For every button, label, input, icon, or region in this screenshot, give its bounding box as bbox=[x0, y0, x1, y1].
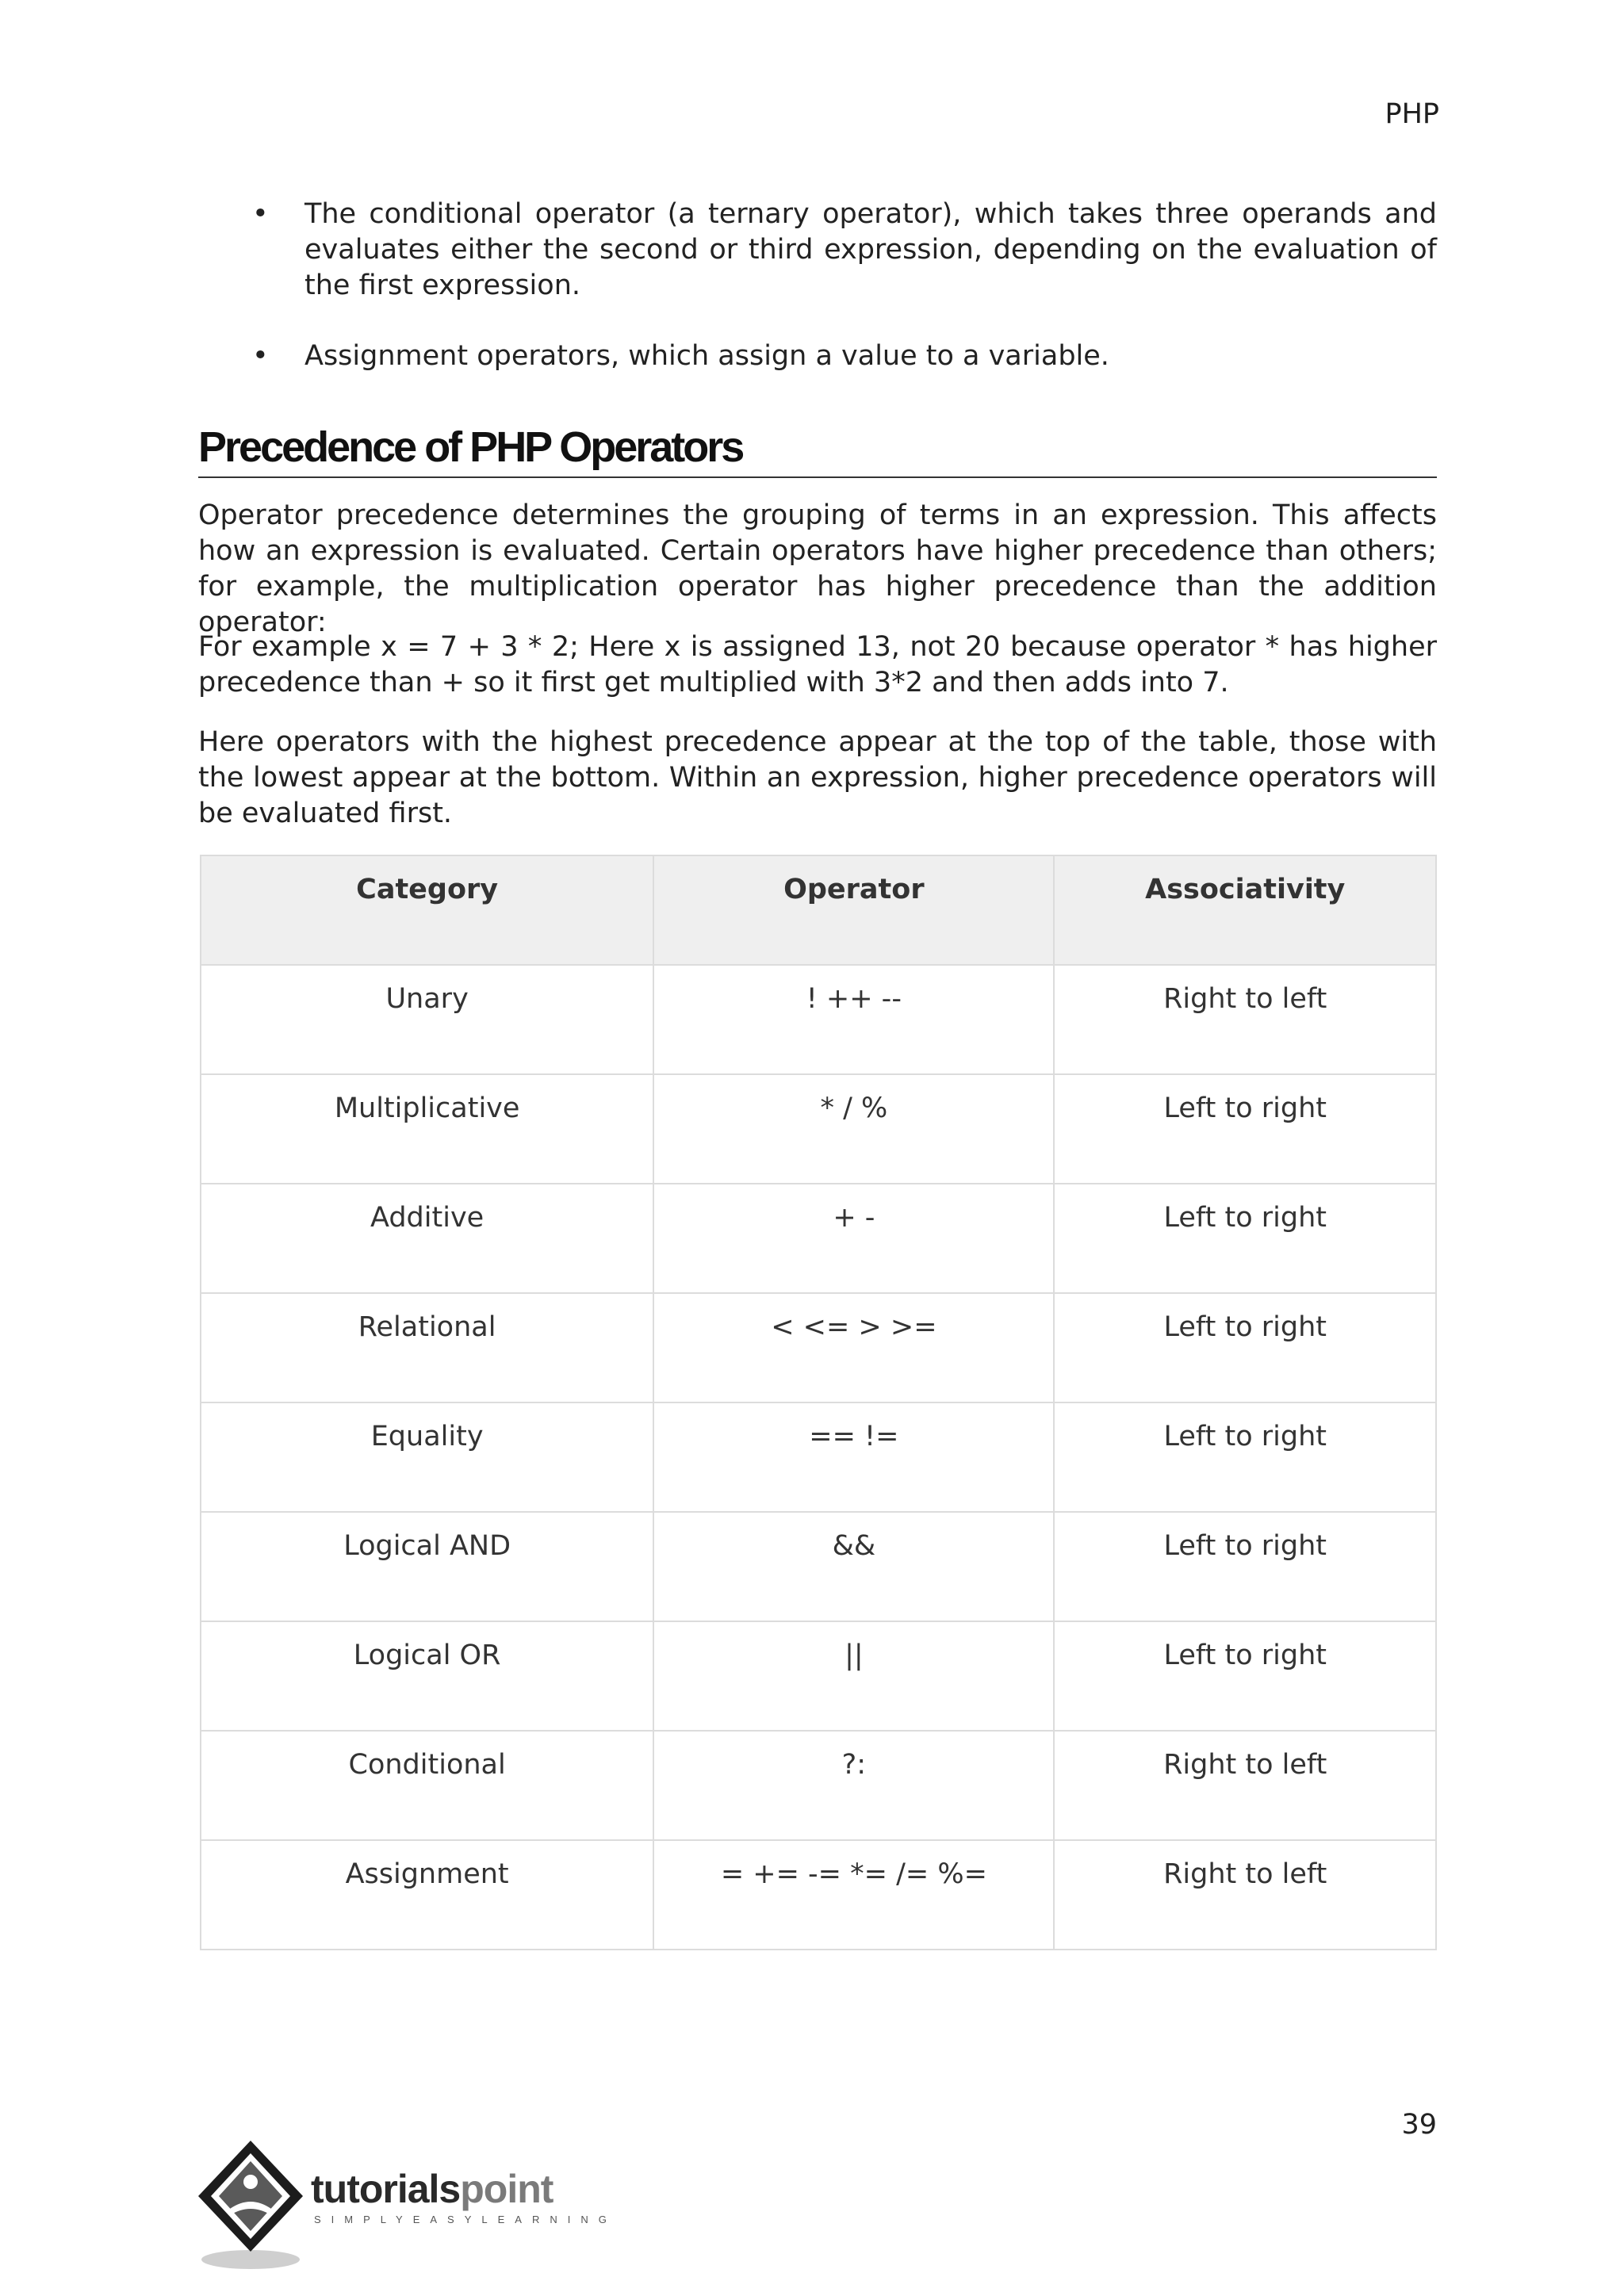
cell-operator: && bbox=[653, 1512, 1054, 1621]
cell-operator: ?: bbox=[653, 1731, 1054, 1840]
table-header-row bbox=[201, 855, 1436, 965]
table-row bbox=[201, 1074, 1436, 1184]
cell-operator: * / % bbox=[653, 1074, 1054, 1184]
cell-associativity: Left to right bbox=[1054, 1184, 1436, 1293]
table-row bbox=[201, 965, 1436, 1074]
paragraph-table-intro: Here operators with the highest precedence appear at the top of the table, those with the lowest appear at the bottom. Within an expression, higher precedence operators will be evaluated first. bbox=[198, 726, 1437, 829]
cell-category: Logical OR bbox=[201, 1621, 653, 1731]
cell-category: Conditional bbox=[201, 1731, 653, 1840]
cell-category: Logical AND bbox=[201, 1512, 653, 1621]
cell-operator: == != bbox=[653, 1402, 1054, 1512]
cell-category: Equality bbox=[201, 1402, 653, 1512]
cell-category: Multiplicative bbox=[201, 1074, 653, 1184]
bullet-list bbox=[252, 197, 1437, 409]
bullet-text: The conditional operator (a ternary operator), which takes three operands and evaluates either the second or third expression, depending on the evaluation of the first expression. bbox=[304, 198, 1437, 301]
logo-word-accent: point bbox=[460, 2167, 553, 2211]
bullet-text: Assignment operators, which assign a value to a variable. bbox=[304, 340, 1109, 372]
cell-operator: + - bbox=[653, 1184, 1054, 1293]
logo-word-main: tutorials bbox=[311, 2167, 461, 2211]
table-row bbox=[201, 1621, 1436, 1731]
header-operator: Operator bbox=[653, 855, 1054, 965]
cell-operator: = += -= *= /= %= bbox=[653, 1840, 1054, 1950]
table-row bbox=[201, 1184, 1436, 1293]
cell-associativity: Left to right bbox=[1054, 1512, 1436, 1621]
table-row bbox=[201, 1402, 1436, 1512]
cell-associativity: Left to right bbox=[1054, 1074, 1436, 1184]
cell-category: Assignment bbox=[201, 1840, 653, 1950]
running-header: PHP bbox=[1385, 98, 1439, 130]
section-title: Precedence of PHP Operators bbox=[198, 423, 1437, 478]
paragraph-precedence-intro: Operator precedence determines the grouping of terms in an expression. This affects how an expression is evaluated. Certain operators have higher precedence than others; for example, the multiplication operator has higher precedence than the addition operator: bbox=[198, 499, 1437, 638]
precedence-table bbox=[200, 855, 1437, 1950]
logo-tagline: SIMPLYEASYLEARNING bbox=[314, 2214, 617, 2225]
cell-category: Relational bbox=[201, 1293, 653, 1402]
bullet-dot: • bbox=[252, 198, 269, 230]
logo-diamond-icon bbox=[193, 2133, 312, 2275]
cell-associativity: Left to right bbox=[1054, 1402, 1436, 1512]
cell-category: Unary bbox=[201, 965, 653, 1074]
tutorialspoint-logo bbox=[193, 2133, 617, 2275]
table-row bbox=[201, 1731, 1436, 1840]
bullet-dot: • bbox=[252, 340, 269, 372]
bullet-item bbox=[252, 339, 1437, 374]
bullet-item bbox=[252, 197, 1437, 304]
cell-operator: < <= > >= bbox=[653, 1293, 1054, 1402]
page-number: 39 bbox=[1401, 2109, 1437, 2141]
cell-operator: || bbox=[653, 1621, 1054, 1731]
cell-category: Additive bbox=[201, 1184, 653, 1293]
cell-associativity: Left to right bbox=[1054, 1293, 1436, 1402]
cell-associativity: Left to right bbox=[1054, 1621, 1436, 1731]
header-associativity: Associativity bbox=[1054, 855, 1436, 965]
paragraph-example: For example x = 7 + 3 * 2; Here x is assigned 13, not 20 because operator * has higher precedence than + so it first get multiplied with 3*2 and then adds into 7. bbox=[198, 631, 1437, 698]
table-row bbox=[201, 1840, 1436, 1950]
header-category: Category bbox=[201, 855, 653, 965]
cell-associativity: Right to left bbox=[1054, 1840, 1436, 1950]
cell-associativity: Right to left bbox=[1054, 1731, 1436, 1840]
table-row bbox=[201, 1512, 1436, 1621]
cell-operator: ! ++ -- bbox=[653, 965, 1054, 1074]
table-row bbox=[201, 1293, 1436, 1402]
logo-wordmark bbox=[311, 2166, 553, 2212]
cell-associativity: Right to left bbox=[1054, 965, 1436, 1074]
